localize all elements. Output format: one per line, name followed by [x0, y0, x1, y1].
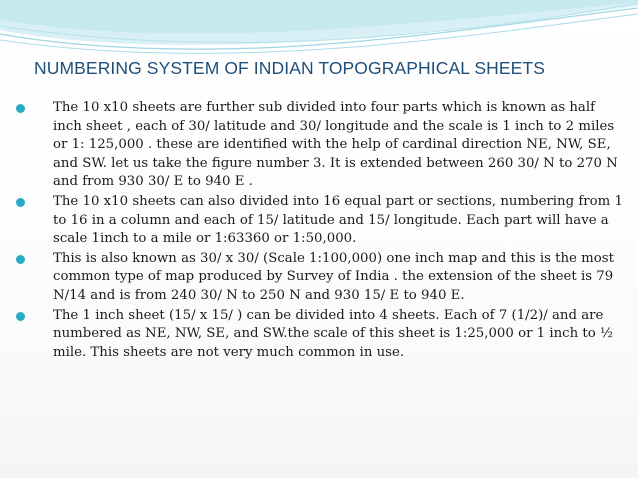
bullet-text: The 10 x10 sheets are further sub divided into four parts which is known as half inch sheet , each of 30/ latitude and 30/ longitude and the scale is 1 inch to 2 miles or 1: 125,000 . these are identified with the help of cardinal direction NE, NW, SE, and SW. let us take the figure number 3. It is extended between 260 30/ N to 270 N and from 930 30/ E to 940 E . [53, 100, 618, 190]
bullet-item [14, 99, 624, 192]
bullet-dot-icon [16, 312, 25, 321]
bullet-item [14, 193, 624, 249]
slide-title: NUMBERING SYSTEM OF INDIAN TOPOGRAPHICAL SHEETS [34, 58, 545, 78]
bullet-list [14, 99, 624, 363]
bullet-dot-icon [16, 104, 25, 113]
bullet-text: The 1 inch sheet (15/ x 15/ ) can be divided into 4 sheets. Each of 7 (1/2)/ and are numbered as NE, NW, SE, and SW.the scale of this sheet is 1:25,000 or 1 inch to ½ mile. This sheets are not very much common in use. [53, 307, 613, 360]
bullet-dot-icon [16, 198, 25, 207]
bullet-item [14, 250, 624, 306]
bullet-item [14, 307, 624, 363]
bullet-dot-icon [16, 255, 25, 264]
bullet-text: This is also known as 30/ x 30/ (Scale 1:100,000) one inch map and this is the most common type of map produced by Survey of India . the extension of the sheet is 79 N/14 and is from 240 30/ N to 250 N and 930 15/ E to 940 E. [53, 250, 614, 303]
bullet-text: The 10 x10 sheets can also divided into 16 equal part or sections, numbering from 1 to 16 in a column and each of 15/ latitude and 15/ longitude. Each part will have a scale 1inch to a mile or 1:63360 or 1:50,000. [53, 193, 623, 247]
